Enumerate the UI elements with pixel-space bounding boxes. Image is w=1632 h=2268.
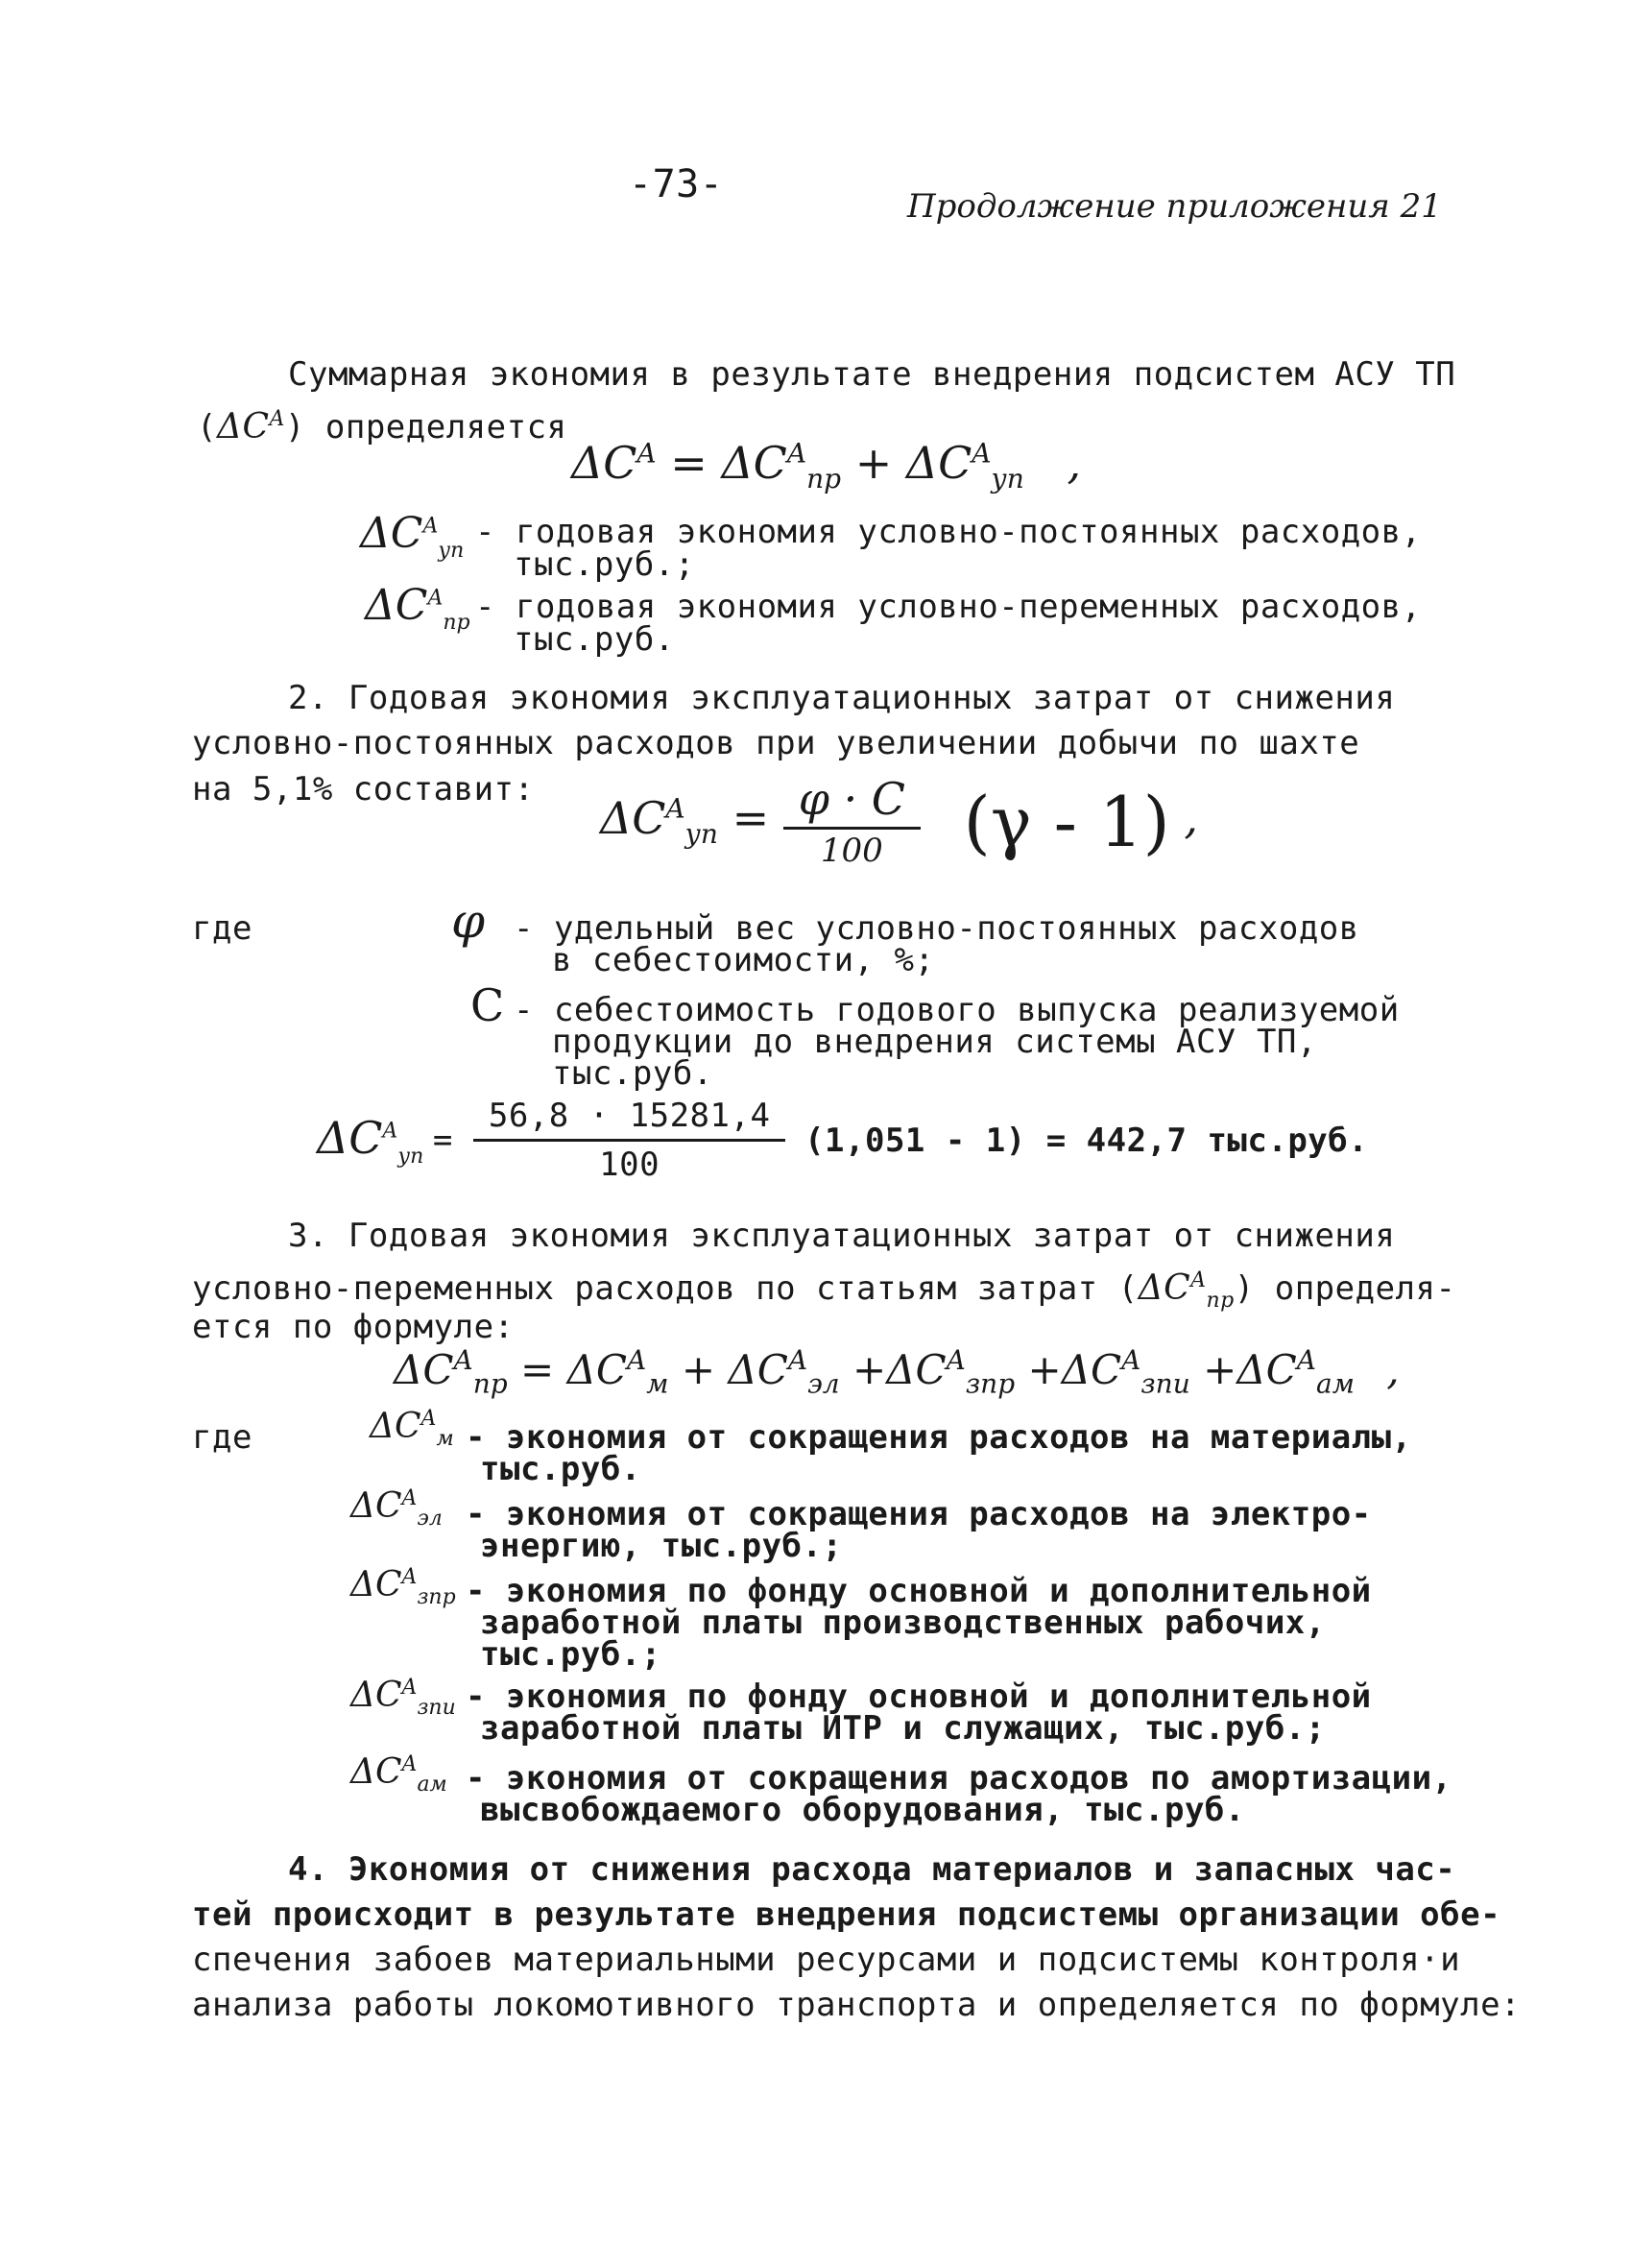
section2-line-3: на 5,1% составит: <box>192 770 535 808</box>
c-symbol: C <box>470 979 505 1031</box>
section4-line-2: тей происходит в результате внедрения подсистемы организации обе- <box>192 1895 1501 1934</box>
def-delta-c-pr-text-1: - годовая экономия условно-переменных расходов, <box>475 588 1422 626</box>
section3-line-2: условно-переменных расходов по статьям затрат $(\Delta C^A_{пр})$ определя- <box>192 1268 1456 1314</box>
calc-fraction: $\frac{56,8 \cdot 15281,4}{100}$ <box>473 1095 786 1186</box>
def-m-2: тыс.руб. <box>480 1450 641 1488</box>
formula-total-savings: $\Delta C^A = \Delta C^A_{пр} + \Delta C^A_{уп}$ , <box>571 437 1082 495</box>
def-m-symbol: $\Delta C^A_м$ <box>370 1407 454 1452</box>
def-el-1: - экономия от сокращения расходов на электро- <box>466 1495 1372 1533</box>
where-label-1: где <box>192 909 252 948</box>
def-el-symbol: $\Delta C^A_{эл}$ <box>350 1486 443 1532</box>
def-delta-c-up-text-2: тыс.руб.; <box>514 545 695 584</box>
def-zpi-1: - экономия по фонду основной и дополнительной <box>466 1677 1372 1716</box>
intro-line-2: $(\Delta C^A)$ определяется <box>197 407 567 446</box>
def-delta-c-up-text-1: - годовая экономия условно-постоянных расходов, <box>475 513 1422 551</box>
fraction: $\frac{\varphi \cdot C}{100}$ <box>783 773 921 870</box>
calc-formula: $\Delta C^A_{уп}$ = $\frac{56,8 \cdot 15281,4}{100}$ (1,051 - 1) = 442,7 тыс.руб. <box>317 1097 1369 1184</box>
def-am-symbol: $\Delta C^A_{ам}$ <box>350 1752 447 1798</box>
section4-line-1: 4. Экономия от снижения расхода материалов и запасных час- <box>288 1850 1456 1889</box>
def-zpr-3: тыс.руб.; <box>480 1635 661 1674</box>
def-zpi-2: заработной платы ИТР и служащих, тыс.руб.; <box>480 1709 1326 1748</box>
page-number: -73- <box>629 162 724 206</box>
section4-line-4: анализа работы локомотивного транспорта и определяется по формуле: <box>192 1986 1522 2024</box>
intro-line-1: Суммарная экономия в результате внедрения подсистем АСУ ТП <box>288 355 1456 394</box>
def-zpr-symbol: $\Delta C^A_{зпр}$ <box>350 1565 456 1610</box>
c-def-1: - себестоимость годового выпуска реализуемой <box>514 991 1400 1029</box>
def-am-1: - экономия от сокращения расходов по амортизации, <box>466 1759 1452 1798</box>
def-zpr-2: заработной платы производственных рабочих, <box>480 1604 1326 1642</box>
continuation-note: Продолжение приложения 21 <box>907 187 1442 226</box>
phi-def-2: в себестоимости, %; <box>552 941 935 979</box>
def-delta-c-up: $\Delta C^A_{уп}$ <box>360 509 465 563</box>
def-zpi-symbol: $\Delta C^A_{зпи}$ <box>350 1676 456 1721</box>
formula-pr-savings: $\Delta C^A_{пр} = \Delta C^A_м + \Delta C^A_{эл} +\Delta C^A_{зпр} +\Delta C^A_{зпи} +\Delta C^A_{ам}$ , <box>394 1344 1400 1400</box>
def-el-2: энергию, тыс.руб.; <box>480 1527 843 1565</box>
def-am-2: высвобождаемого оборудования, тыс.руб. <box>480 1791 1245 1829</box>
section2-line-1: 2. Годовая экономия эксплуатационных затрат от снижения <box>288 679 1396 717</box>
section3-line-1: 3. Годовая экономия эксплуатационных затрат от снижения <box>288 1217 1396 1255</box>
section4-line-3: спечения забоев материальными ресурсами и подсистемы контроля·и <box>192 1941 1461 1979</box>
def-delta-c-pr: $\Delta C^A_{пр}$ <box>365 581 470 635</box>
phi-def-1: - удельный вес условно-постоянных расходов <box>514 909 1359 948</box>
section3-line-3: ется по формуле: <box>192 1308 515 1346</box>
def-zpr-1: - экономия по фонду основной и дополнительной <box>466 1572 1372 1610</box>
phi-symbol: φ <box>451 893 486 949</box>
where-label-2: где <box>192 1418 252 1457</box>
c-def-3: тыс.руб. <box>552 1054 713 1093</box>
def-delta-c-pr-text-2: тыс.руб. <box>514 620 675 659</box>
delta-c-symbol: $\Delta C^A$ <box>216 407 285 446</box>
formula-up-savings: $\Delta C^A_{уп}$ = $\frac{\varphi \cdot C}{100}$ (γ - 1) , <box>600 773 1199 870</box>
def-m-1: - экономия от сокращения расходов на материалы, <box>466 1418 1412 1457</box>
c-def-2: продукции до внедрения системы АСУ ТП, <box>552 1023 1317 1061</box>
section2-line-2: условно-постоянных расходов при увеличении добычи по шахте <box>192 724 1360 762</box>
